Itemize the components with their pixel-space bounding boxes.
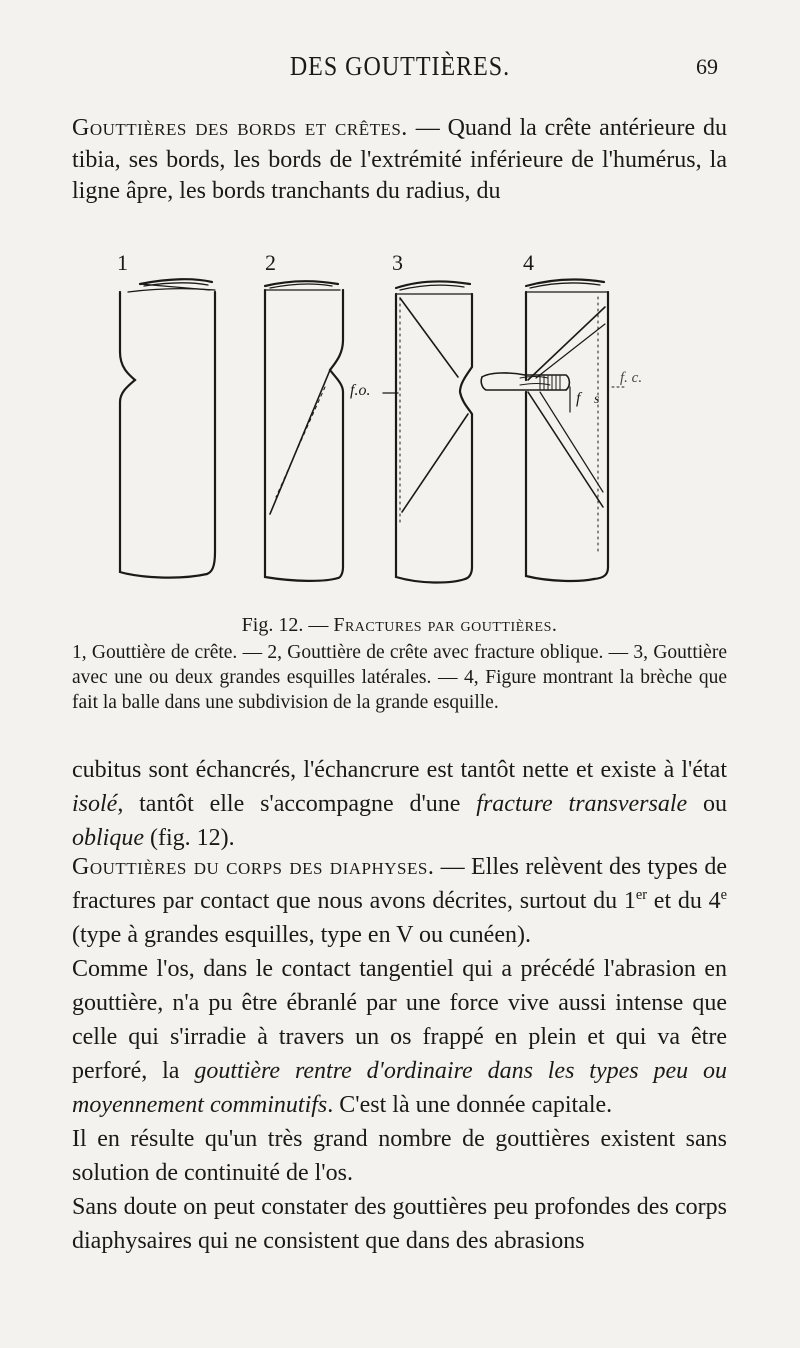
figure-caption-title: Fig. 12. — Fractures par gouttières. — [241, 614, 558, 636]
text-run: (fig. 12). — [144, 825, 235, 851]
text-run: , tantôt elle s'accompagne d'une — [117, 791, 477, 817]
bone-diagram-2 — [265, 281, 343, 581]
text-run: ou — [687, 791, 728, 817]
italic-term: gouttière rentre d'ordinaire dans les types peu ou moyennement comminutifs — [72, 1058, 727, 1118]
figure-caption-text: 1, Gouttière de crête. — 2, Gouttière de crête avec fracture oblique. — 3, Gouttière avec une ou deux grandes esquilles latérales. — 4, Figure montrant la brèche que fait la balle dans une subdivision de la grande esquille. — [72, 642, 727, 713]
annotation-f: f — [576, 390, 581, 407]
fracture-diagrams — [100, 252, 700, 597]
running-title: DES GOUTTIÈRES. — [289, 51, 511, 82]
bone-diagram-3 — [383, 281, 472, 582]
figure-label: Fig. 12. — [241, 614, 304, 636]
figure-12 — [100, 252, 700, 597]
text-run: — Elles relèvent des types de fractures par contact que nous avons décrites, surtout du 1 — [72, 854, 727, 914]
annotation-fc: f. c. — [620, 370, 643, 386]
superscript: er — [635, 887, 648, 903]
text-run: Comme l'os, dans le contact tangentiel qui a précédé l'abrasion en gouttière, n'a pu être ébranlé par une force vive aussi intense que celle qui s'irradie à travers un os frappé en plein et qui va être perforé, la — [72, 956, 727, 1084]
panel-label-4: 4 — [523, 250, 534, 275]
superscript: e — [720, 887, 727, 903]
paragraph-il-en-resulte: Il en résulte qu'un très grand nombre de gouttières existent sans solution de continuité de l'os. — [72, 1126, 727, 1186]
text-run: cubitus sont échancrés, l'échancrure est tantôt nette et existe à l'état — [72, 757, 727, 783]
paragraph-heading: Gouttières du corps des diaphyses. — [72, 854, 435, 880]
text-run: (type à grandes esquilles, type en V ou cunéen). — [72, 922, 531, 948]
paragraph-gouttieres-bords — [72, 113, 727, 208]
paragraph-text: — Quand la crête antérieure du tibia, ses bords, les bords de l'extrémité inférieure de l'humérus, la ligne âpre, les bords tranchants du radius, du — [72, 115, 727, 204]
paragraph-heading: Gouttières des bords et crêtes. — [72, 115, 408, 141]
text-run: . C'est là une donnée capitale. — [327, 1092, 613, 1118]
page-header — [0, 50, 800, 90]
page-number: 69 — [696, 54, 718, 79]
bone-diagram-4 — [481, 279, 626, 581]
paragraph-comme-los — [72, 952, 727, 1122]
figure-title: Fractures par gouttières. — [333, 614, 558, 636]
panel-label-3: 3 — [392, 250, 403, 275]
panel-label-1: 1 — [117, 250, 128, 275]
annotation-s: s — [594, 392, 600, 407]
body-text-block — [72, 850, 727, 1258]
text-run: et du 4 — [647, 888, 721, 914]
italic-term: fracture transversale — [476, 791, 688, 817]
italic-term: oblique — [72, 825, 144, 851]
paragraph-sans-doute: Sans doute on peut constater des gouttières peu profondes des corps diaphysaires qui ne consistent que dans des abrasions — [72, 1194, 727, 1254]
paragraph-continued — [72, 753, 727, 855]
paragraph-gouttieres-diaphyses — [72, 850, 727, 952]
bone-diagram-1 — [120, 279, 215, 577]
annotation-fo: f.o. — [350, 382, 371, 399]
italic-term: isolé — [72, 791, 118, 817]
panel-label-2: 2 — [265, 250, 276, 275]
